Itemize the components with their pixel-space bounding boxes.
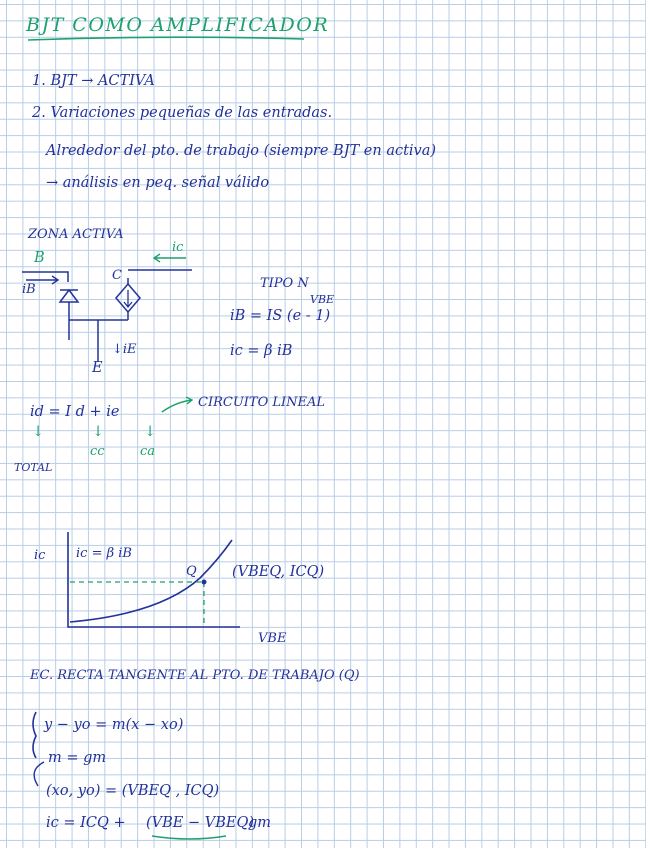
cc-arrow: ↓ — [92, 424, 105, 440]
graph-point-label: Q — [186, 564, 197, 579]
total-equation: id = I d + ie — [30, 404, 120, 420]
recta-eq-3: (xo, yo) = (VBEQ , ICQ) — [46, 783, 220, 799]
recta-eq-4a: ic = ICQ + — [46, 815, 126, 831]
graph-y-label: ic — [34, 548, 46, 563]
equation-ic: ic = β iB — [230, 343, 293, 359]
list-item-2-line-3: → análisis en peq. señal válido — [46, 175, 270, 191]
label-ie: ↓iE — [112, 342, 137, 357]
recta-heading: EC. RECTA TANGENTE AL PTO. DE TRABAJO (Q) — [30, 668, 360, 683]
label-e: E — [92, 360, 103, 376]
source-arrow-icon — [124, 290, 132, 307]
label-ic-circuit: ic — [172, 240, 184, 255]
tipo-n-label: TIPO N — [260, 276, 309, 291]
page-title: BJT COMO AMPLIFICADOR — [26, 14, 330, 36]
graph-curve-label: ic = β iB — [76, 546, 132, 561]
recta-eq-4b: (VBE − VBEQ) — [146, 815, 254, 831]
eq4-underbrace — [152, 836, 226, 839]
vbe-exponent: VBE — [310, 293, 335, 306]
total-label: TOTAL — [14, 461, 53, 474]
zona-activa-heading: ZONA ACTIVA — [28, 227, 124, 242]
list-item-1: 1. BJT → ACTIVA — [32, 73, 155, 89]
graph-x-label: VBE — [258, 631, 287, 646]
total-arrow: ↓ — [32, 424, 45, 440]
title-underline — [28, 37, 304, 40]
label-c: C — [112, 268, 122, 283]
diode-icon — [60, 290, 78, 302]
base-arrow-icon — [26, 276, 58, 284]
graph-point-coords: (VBEQ, ICQ) — [232, 564, 325, 580]
graph-curve — [70, 540, 232, 622]
recta-eq-2: m = gm — [48, 750, 107, 766]
cc-label: cc — [90, 444, 105, 459]
ca-label: ca — [140, 444, 156, 459]
label-b: B — [34, 250, 45, 266]
equation-ib: iB = IS (e - 1) — [230, 308, 331, 324]
ic-arrow-icon — [154, 254, 186, 262]
lineal-arrow-icon — [162, 397, 192, 412]
recta-eq-4c: gm — [248, 815, 272, 831]
system-bracket-icon — [34, 762, 44, 786]
label-ib: iB — [22, 282, 36, 297]
recta-eq-1: y − yo = m(x − xo) — [44, 717, 184, 733]
list-item-2: 2. Variaciones pequeñas de las entradas. — [32, 105, 333, 121]
circuito-lineal-label: CIRCUITO LINEAL — [198, 395, 326, 410]
graph-axes — [68, 532, 240, 627]
system-brace-icon — [33, 712, 36, 758]
list-item-2-line-2: Alrededor del pto. de trabajo (siempre BJT en activa) — [46, 143, 437, 159]
ca-arrow: ↓ — [144, 424, 157, 440]
operating-point — [202, 580, 207, 585]
